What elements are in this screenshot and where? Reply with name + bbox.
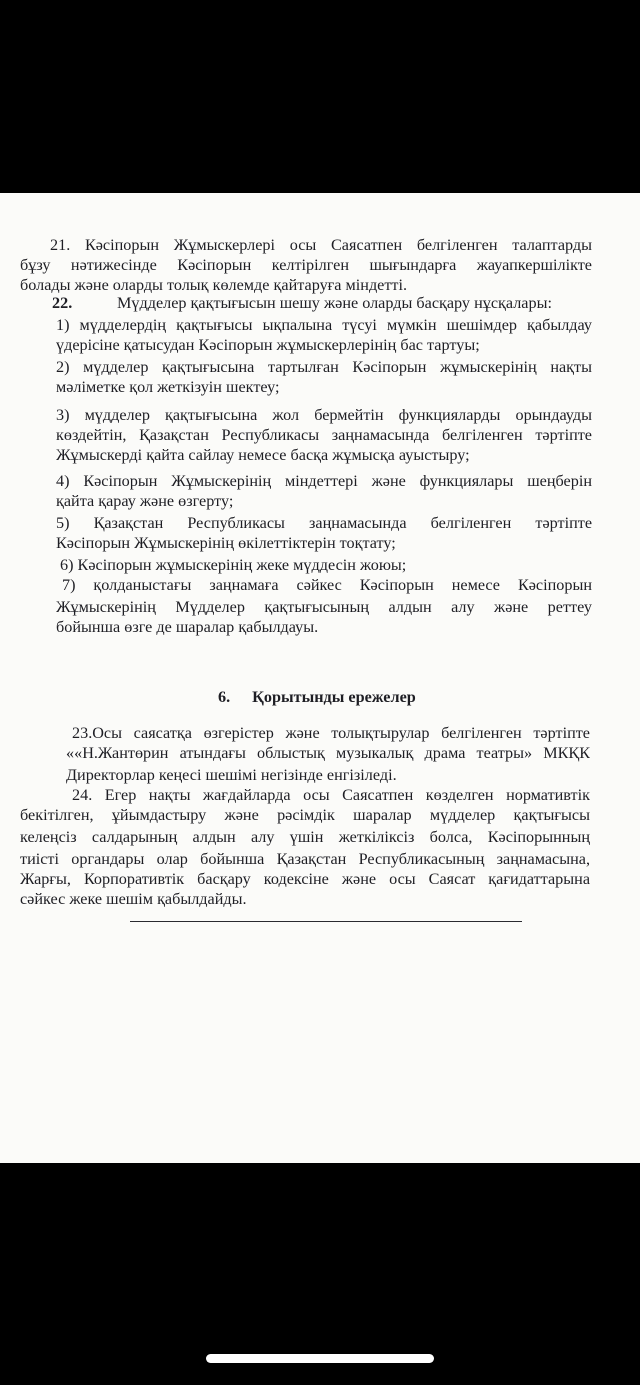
item-22-line-1: 1) мүдделердің қақтығысы ықпалына түсуі мүмкін шешімдер қабылдау: [56, 316, 592, 334]
item-24-line-5: Жарғы, Корпоративтік басқару кодексіне және осы Саясат қағидаттарына: [20, 870, 590, 888]
item-24-line-1: 24. Егер нақты жағдайларда осы Саясатпен көзделген нормативтік: [72, 786, 590, 804]
item-22-line-14: Жұмыскерінің Мүдделер қақтығысының алдын алу және реттеу: [56, 598, 592, 616]
item-24-line-2: бекітілген, ұйымдастыру және рәсімдік шаралар мүдделер қақтығысы: [20, 806, 590, 824]
section-6-heading: [218, 687, 416, 707]
item-22-line-8: 4) Кәсіпорын Жұмыскерінің міндеттері және функциялары шеңберін: [56, 472, 592, 490]
item-24-line-4: тиісті органдары олар бойынша Қазақстан Республикасының заңнамасына,: [20, 850, 590, 868]
item-22-line-6: көздейтін, Қазақстан Республикасы заңнамасында белгіленген тәртіпте: [56, 426, 592, 444]
item-22-line-9: қайта қарау және өзгерту;: [56, 492, 234, 510]
item-23-line-2: ««Н.Жантөрин атындағы облыстық музыкалық драма театры» МКҚК: [66, 744, 590, 762]
top-black-bar: [0, 0, 640, 193]
item-21-line-3: болады және оларды толық көлемде қайтаруға міндетті.: [20, 276, 408, 294]
item-23-line-3: Директорлар кеңесі шешімі негізінде енгізіледі.: [66, 766, 397, 784]
item-21-line-2: бұзу нәтижесінде Кәсіпорын келтірілген шығындарға жауапкершілікте: [20, 256, 592, 274]
item-23-line-1: 23.Осы саясатқа өзгерістер және толықтырулар белгіленген тәртіпте: [72, 724, 590, 742]
home-indicator[interactable]: [206, 1354, 434, 1363]
item-22-line-2: үдерісіне қатысудан Кәсіпорын жұмыскерлерінің бас тартуы;: [56, 336, 480, 354]
item-22-line-13: 7) қолданыстағы заңнамаға сәйкес Кәсіпорын немесе Кәсіпорын: [62, 576, 592, 594]
item-22-title: Мүдделер қақтығысын шешу және оларды басқару нұсқалары:: [117, 294, 552, 312]
item-22-line-15: бойынша өзге де шаралар қабылдауы.: [56, 618, 319, 636]
document-page: [0, 193, 640, 1163]
item-22-line-5: 3) мүдделер қақтығысына жол бермейтін функцияларды орындауды: [56, 406, 592, 424]
item-24-line-3: келеңсіз салдарының алдын алу үшін жеткіліксіз болса, Кәсіпорынның: [20, 828, 590, 846]
item-22-line-3: 2) мүдделер қақтығысына тартылған Кәсіпорын жұмыскерінің нақты: [56, 358, 592, 376]
item-22-line-10: 5) Қазақстан Республикасы заңнамасында белгіленген тәртіпте: [56, 514, 592, 532]
item-22-line-12: 6) Кәсіпорын жұмыскерінің жеке мүддесін жоюы;: [60, 556, 407, 574]
signature-divider-line: [130, 921, 522, 922]
item-22-line-11: Кәсіпорын Жұмыскерінің өкілеттіктерін тоқтату;: [56, 534, 396, 552]
item-24-line-6: сәйкес жеке шешім қабылдайды.: [20, 890, 247, 908]
item-22-line-7: Жұмыскерді қайта сайлау немесе басқа жұмысқа ауыстыру;: [56, 446, 470, 464]
item-22-line-4: мәліметке қол жеткізуін шектеу;: [56, 378, 280, 396]
section-6-number: 6.: [218, 688, 231, 706]
bottom-black-bar: [0, 1163, 640, 1385]
section-6-title: Қорытынды ережелер: [252, 688, 416, 706]
item-21-line-1: 21. Кәсіпорын Жұмыскерлері осы Саясатпен белгіленген талаптарды: [50, 236, 592, 254]
item-22-number: 22.: [52, 294, 73, 312]
